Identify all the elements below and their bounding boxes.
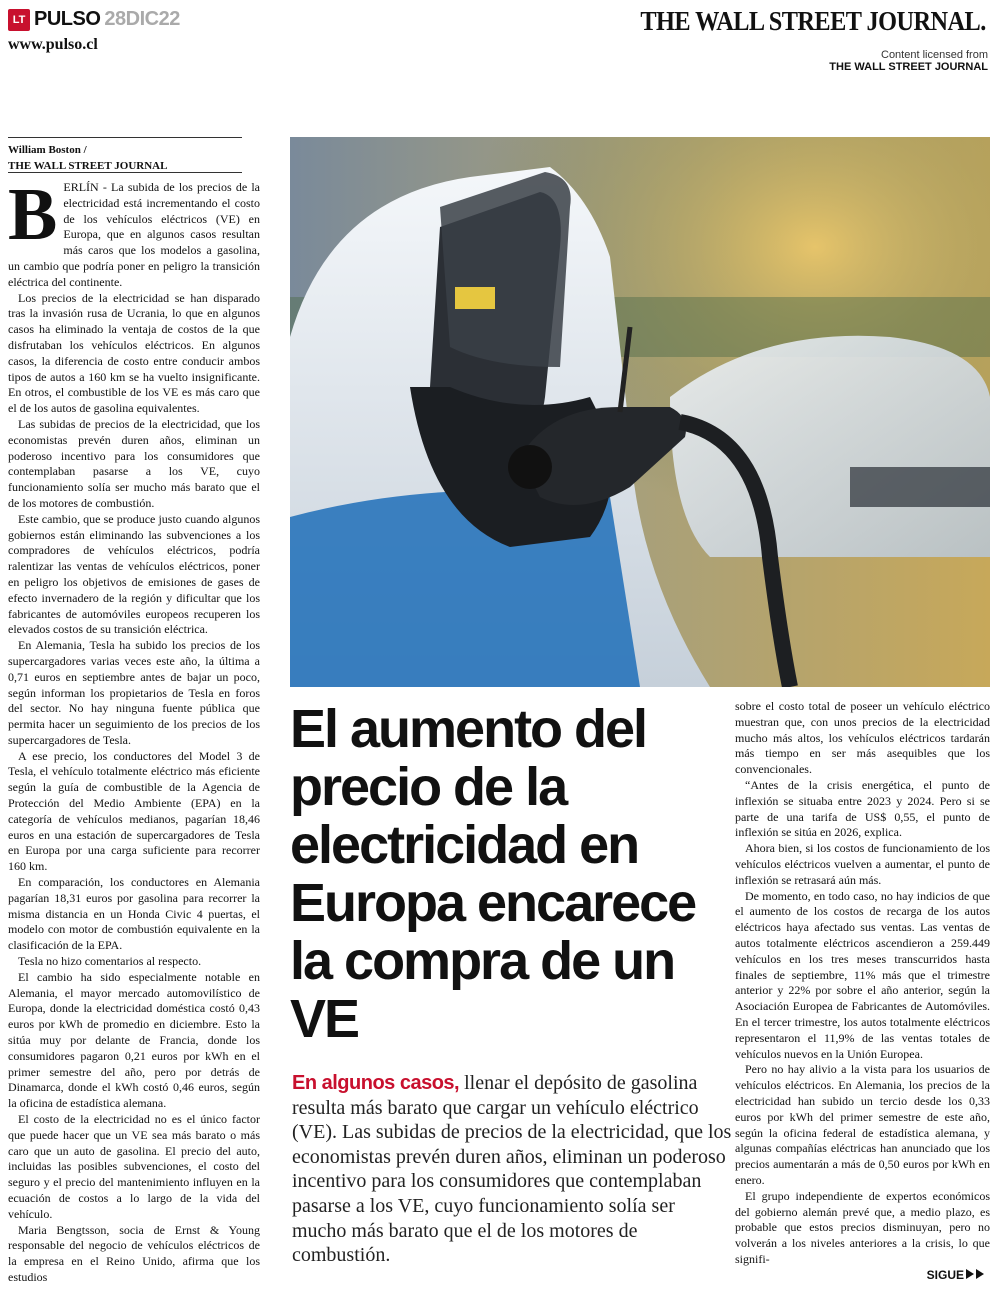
paragraph: El grupo independiente de expertos económicos del gobierno alemán prevé que, a medio plazo, es probable que estos precios disminuyan, pero no volverán a los niveles anteriores a la crisis, lo que signifi- <box>735 1188 990 1266</box>
paragraph: Tesla no hizo comentarios al respecto. <box>18 954 202 969</box>
license-source: THE WALL STREET JOURNAL <box>829 61 988 73</box>
publication-brand <box>8 8 180 31</box>
paragraph: A ese precio, los conductores del Model 3 de Tesla, el vehículo totalmente eléctrico más eficiente según la guía de combustible de la Agencia de Protección del Medio Ambiente (EPA) en la categoría de vehículos medianos, pagarían 18,46 euros en una estación de supercargadores de Tesla en Europa por una carga suficiente para recorrer 160 km. <box>8 748 260 874</box>
continue-label: SIGUE <box>926 1268 964 1282</box>
article-column-right <box>735 699 990 1268</box>
site-url[interactable]: www.pulso.cl <box>8 36 98 53</box>
paragraph: sobre el costo total de poseer un vehículo eléctrico muestran que, con unos precios de la electricidad mucho más altos, los vehículos eléctricos tardarán más tiempo en ser más asequibles que los convencionales. <box>735 699 990 777</box>
article-deck <box>292 1071 732 1268</box>
double-arrow-icon <box>966 1268 986 1282</box>
byline <box>8 137 242 174</box>
byline-outlet: THE WALL STREET JOURNAL <box>8 160 168 172</box>
byline-author: William Boston / <box>8 144 87 156</box>
paragraph: En comparación, los conductores en Alemania pagarían 18,31 euros por gasolina para recorrer la misma distancia en un Honda Civic 4 puertas, el modelo con motor de combustión equivalente en la clasificación de la EPA. <box>8 875 260 953</box>
paragraph: De momento, en todo caso, no hay indicios de que el aumento de los costos de recarga de los autos eléctricos haya afectado sus ventas. Las ventas de autos totalmente eléctricos ascendieron a 259.449 vehículos en los tres meses transcurridos hasta finales de septiembre, 11% más que el trimestre anterior y 22% por sobre el año anterior, según la Asociación Europea de Fabricantes de Automóviles. En el tercer trimestre, los autos totalmente eléctricos representaron el 11,9% de las ventas totales de vehículos nuevos en la Unión Europea. <box>735 888 990 1061</box>
paragraph: El costo de la electricidad no es el único factor que puede hacer que un VE sea más barato o más caro que un auto de gasolina. El precio del auto, incluidas las posibles subvenciones, el costo del seguro y el precio del mantenimiento influyen en la ecuación de costos a lo largo de la vida del vehículo. <box>8 1112 260 1221</box>
deck-highlight: En algunos casos, <box>292 1072 460 1094</box>
section-name: PULSO <box>34 8 101 30</box>
paragraph: Los precios de la electricidad se han disparado tras la invasión rusa de Ucrania, lo que en algunos casos ha eliminado la ventaja de costos de la que disfrutaban los vehículos eléctricos. En algunos casos, la diferencia de costo entre conducir ambos tipos de autos a 160 km se ha vuelto insignificante. En otros, el combustible de los VE es más caro que el de los autos de gasolina equivalentes. <box>8 290 260 416</box>
issue-date: 28DIC22 <box>104 8 180 30</box>
byline-divider <box>8 172 242 173</box>
paragraph: BERLÍN - La subida de los precios de la electricidad está incrementando el costo de los vehículos eléctricos (VE) en Europa, que en algunos casos resultan más caros que los modelos a gasolina, un cambio que podría poner en peligro la transición eléctrica del continente. <box>8 174 260 289</box>
paragraph: Las subidas de precios de la electricidad, que los economistas prevén duren años, eliminan un poderoso incentivo para los consumidores que contemplaban pasarse a los VE, cuyo funcionamiento solía ser mucho más barato que el de los motores de combustión. <box>8 416 260 510</box>
paragraph: “Antes de la crisis energética, el punto de inflexión se situaba entre 2023 y 2024. Pero si se parte de una tarifa de US$ 0,55, el punto de inflexión se sitúa en 2026, explica. <box>735 777 990 840</box>
paragraph: El cambio ha sido especialmente notable en Alemania, el mayor mercado automovilístico de Europa, donde la electricidad doméstica costó 0,43 euros por kWh de promedio en diciembre. Esto la sitúa muy por delante de Francia, donde los consumidores pagaron 0,21 euros por kWh en el primer semestre del año, pero por detrás de Dinamarca, donde el kWh costó 0,46 euros, según la oficina de estadística alemana. <box>8 969 260 1111</box>
article-column-left <box>8 174 260 1286</box>
ev-charging-photo <box>290 137 990 687</box>
paragraph: Pero no hay alivio a la vista para los usuarios de vehículos eléctricos. En Alemania, los precios de la electricidad han subido un tercio desde los 0,33 euros por kWh del primer semestre de este año, según la oficina federal de estadística alemana, y algunas compañías eléctricas han anunciado que los precios aumentarán a más de 0,50 euros por kWh en enero. <box>735 1062 990 1187</box>
dropcap: B <box>8 174 58 256</box>
paragraph: Ahora bien, si los costos de funcionamiento de los vehículos eléctricos vuelven a aumentar, el punto de inflexión se retrasará aún más. <box>735 841 990 887</box>
deck-text: llenar el depósito de gasolina resulta más barato que cargar un vehículo eléctrico (VE). Las subidas de precios de la electricidad, que los economistas prevén duren años, eliminan un poderoso incentivo para los consumidores que contemplaban pasarse a los VE, cuyo funcionamiento solía ser mucho más barato que el de los motores de combustión. <box>292 1072 732 1267</box>
paragraph: Este cambio, que se produce justo cuando algunos gobiernos están eliminando las subvenciones a los compradores de vehículos eléctricos, podría ralentizar las ventas de vehículos eléctricos, poner en peligro los objetivos de emisiones de gases de efecto invernadero de la región y dificultar que los fabricantes de automóviles europeos recuperen los elevados costos de su transición eléctrica. <box>8 511 260 637</box>
license-note: Content licensed from <box>881 49 988 61</box>
wsj-masthead: THE WALL STREET JOURNAL. <box>640 6 986 36</box>
paragraph: En Alemania, Tesla ha subido los precios de los supercargadores varias veces este año, la última a 0,71 euros en septiembre antes de bajar un poco, según informan los propietarios de Tesla en foros del sector. No hay ninguna fuente pública que permita hacer un seguimiento de los precios de los supercargadores de Tesla. <box>8 638 260 747</box>
headline: El aumento del precio de la electricidad en Europa encarece la compra de un VE <box>290 699 696 1049</box>
continue-marker[interactable] <box>927 1268 986 1282</box>
paragraph: Maria Bengtsson, socia de Ernst & Young responsable del negocio de vehículos eléctricos de la empresa en el Reino Unido, afirma que los estudios <box>8 1222 260 1284</box>
ev-charging-illustration <box>290 137 990 687</box>
lt-logo: LT <box>8 9 30 31</box>
